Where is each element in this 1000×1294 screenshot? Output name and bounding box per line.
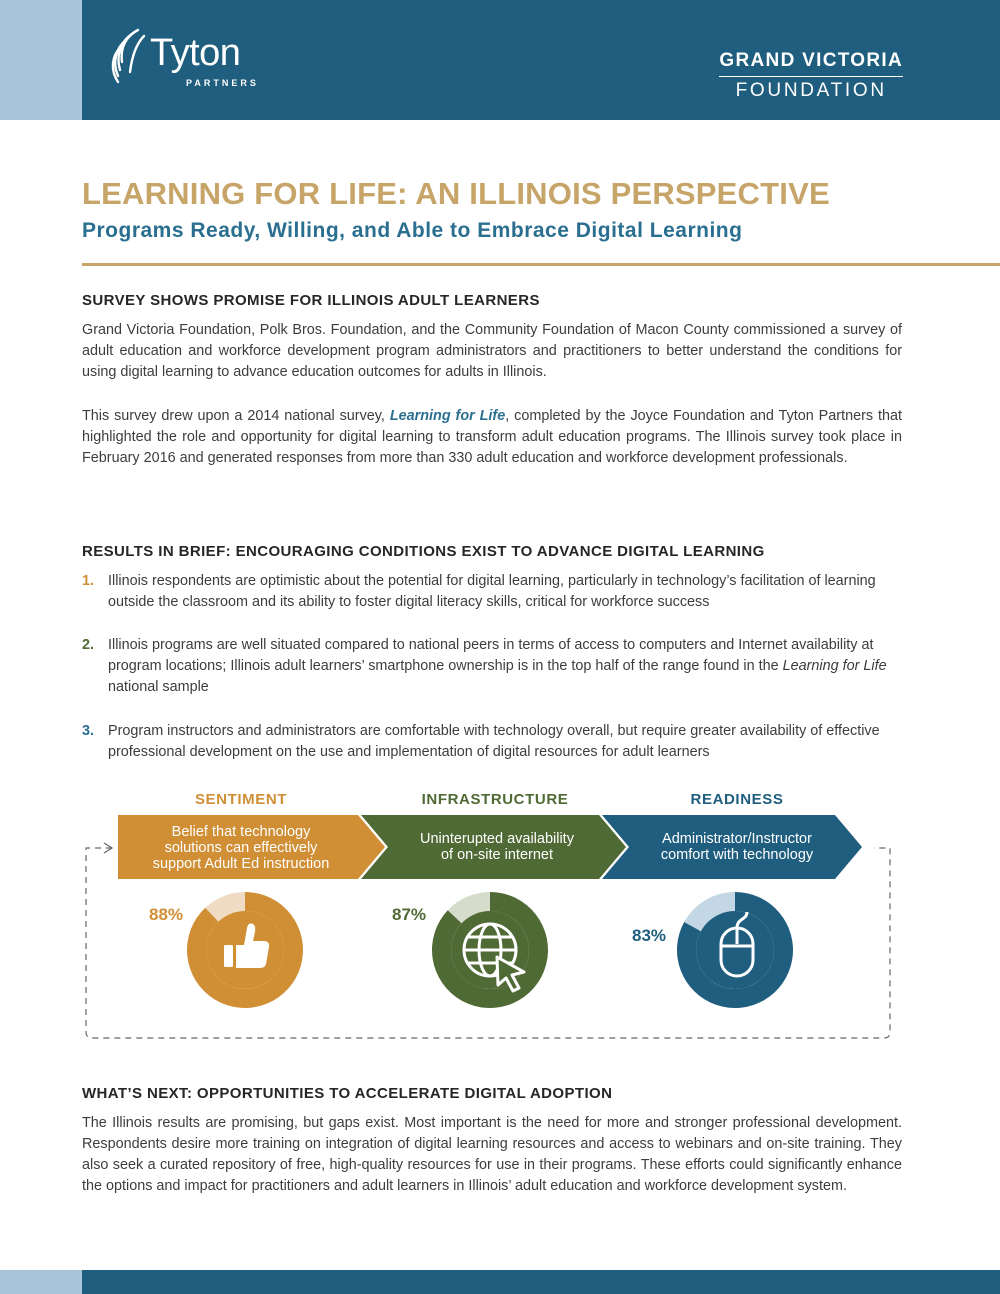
list-item-text: Illinois respondents are optimistic about the potential for digital learning, particularly in technology’s facilitation of learning outside the classroom and its ability to foster digital literacy skills, critical for workforce success — [108, 573, 876, 610]
tyton-wordmark: Tyton — [150, 32, 241, 74]
list-number: 2. — [82, 637, 95, 653]
learning-for-life-link[interactable]: Learning for Life — [389, 408, 506, 424]
arrow-text-readiness — [627, 831, 847, 863]
arrow-text-line: of on-site internet — [440, 847, 554, 863]
percent-readiness: 83% — [632, 926, 667, 945]
list-number: 1. — [82, 573, 95, 589]
footer-bar — [82, 1270, 1000, 1294]
section-heading-whats-next: WHAT’S NEXT: OPPORTUNITIES TO ACCELERATE DIGITAL ADOPTION — [82, 1085, 613, 1102]
arrow-text-line: Administrator/Instructor — [662, 831, 812, 847]
page-subtitle: Programs Ready, Willing, and Able to Embrace Digital Learning — [82, 219, 743, 242]
arrow-text-line: solutions can effectively — [164, 840, 318, 856]
arrow-text-sentiment — [126, 824, 356, 872]
gvf-logo-bottom: FOUNDATION — [735, 80, 887, 101]
survey-paragraph-1: Grand Victoria Foundation, Polk Bros. Foundation, and the Community Foundation of Macon County commissioned a survey of adult education and workforce development program administrators and practitioners to better understand the conditions for using digital learning to advance education outcomes for adults in Illinois. — [82, 322, 902, 380]
list-number: 3. — [82, 723, 95, 739]
list-item-text-post: national sample — [108, 679, 209, 695]
gvf-logo-top: GRAND VICTORIA — [719, 50, 903, 77]
column-label-infrastructure: INFRASTRUCTURE — [421, 791, 569, 808]
arrow-text-line: Belief that technology — [171, 824, 311, 840]
arrow-text-line: comfort with technology — [660, 847, 814, 863]
section-heading-results: RESULTS IN BRIEF: ENCOURAGING CONDITIONS EXIST TO ADVANCE DIGITAL LEARNING — [82, 543, 765, 560]
page-title: LEARNING FOR LIFE: AN ILLINOIS PERSPECTIVE — [82, 176, 830, 211]
tyton-partners-text: PARTNERS — [186, 78, 259, 88]
arrow-text-line: support Adult Ed instruction — [152, 856, 330, 872]
list-item-text-pre: Illinois programs are well situated compared to national peers in terms of access to computers and Internet availability at program locations; Illinois adult learners’ smartphone ownership is in the top half of the range found in the — [108, 637, 874, 674]
percent-sentiment: 88% — [149, 905, 184, 924]
list-item-text-emphasis: Learning for Life — [782, 658, 887, 674]
list-item-text: Program instructors and administrators are comfortable with technology overall, but require greater availability of effective professional development on the use and implementation of digital resources for adult learners — [108, 723, 880, 760]
survey-paragraph-2-pre: This survey drew upon a 2014 national survey, — [82, 408, 390, 424]
whats-next-paragraph: The Illinois results are promising, but gaps exist. Most important is the need for more and stronger professional development. Respondents desire more training on integration of digital learning resources and access to webinars and on-site training. They also seek a curated repository of free, high-quality resources for use in their programs. These efforts could significantly enhance the options and impact for practitioners and adult learners in Illinois’ adult education and workforce development system. — [82, 1115, 902, 1194]
column-label-readiness: READINESS — [690, 791, 784, 808]
percent-infrastructure: 87% — [392, 905, 427, 924]
column-label-sentiment: SENTIMENT — [194, 791, 288, 808]
footer-accent-bar — [0, 1270, 82, 1294]
survey-paragraph-2-post: , completed by the Joyce Foundation and Tyton Partners that highlighted the role and opportunity for digital learning to transform adult education programs. The Illinois survey took place in February 2016 and generated responses from more than 330 adult education and workforce development professionals. — [82, 408, 902, 466]
section-heading-survey: SURVEY SHOWS PROMISE FOR ILLINOIS ADULT LEARNERS — [82, 292, 540, 309]
arrow-text-line: Uninterupted availability — [420, 831, 574, 847]
arrow-text-infrastructure — [386, 831, 608, 863]
